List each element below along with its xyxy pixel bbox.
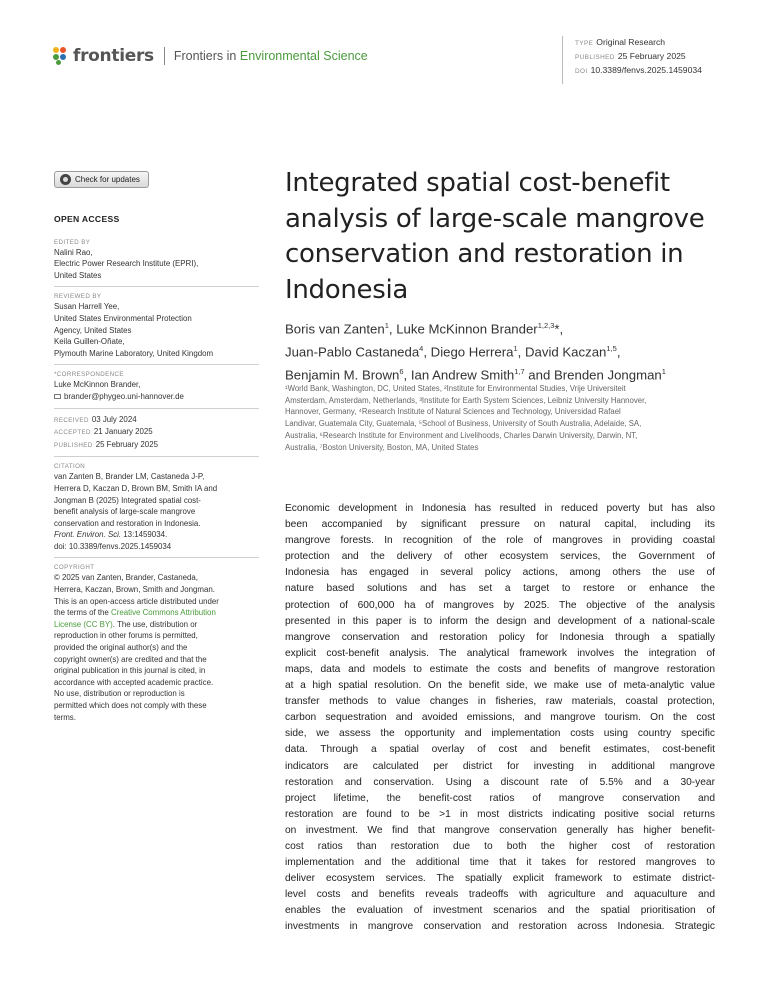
- article-type: Original Research: [596, 37, 666, 47]
- journal-header: [53, 46, 368, 66]
- correspondence-email[interactable]: brander@phygeo.uni-hannover.de: [54, 391, 259, 403]
- author-name[interactable]: , Diego Herrera: [423, 344, 514, 360]
- author-name[interactable]: , David Kaczan: [517, 344, 607, 360]
- frontiers-logo-icon: [53, 47, 69, 65]
- header-divider: [164, 47, 165, 65]
- citation-doi[interactable]: doi: 10.3389/fenvs.2025.1459034: [54, 541, 172, 551]
- envelope-icon: [54, 394, 61, 399]
- author-name[interactable]: and Brenden Jongman: [524, 367, 662, 383]
- author-name[interactable]: Benjamin M. Brown: [285, 367, 400, 383]
- article-meta: TYPE Original Research PUBLISHED 25 February 2025 DOI 10.3389/fenvs.2025.1459034: [562, 36, 702, 84]
- author-name[interactable]: Juan-Pablo Castaneda: [285, 344, 420, 360]
- abstract: Economic development in Indonesia has resulted in reduced poverty but has also been accompanied by significant pressure on natural capital, including its mangrove forests. In recognition of the role of mangroves in providing coastal protection and the delivery of other ecosystem services, the Government of Indonesia has engaged in several policy actions, among others the use of nature based solutions and has set a target to restore or enhance the protection of 600,000 ha of mangroves by 2025. The objective of the analysis presented in this paper is to inform the design and development of a national-scale mangrove conservation and restoration policy for Indonesia through a spatially explicit cost-benefit analysis. The analytical framework involves the integration of maps, data and models to estimate the costs and benefits of mangrove restoration at a high spatial resolution. On the benefit side, we make use of meta-analytic value transfer methods to value changes in fisheries, raw materials, coastal protection, carbon sequestration and avoided emissions, and mangrove tourism. On the cost side, we assess the opportunity and implementation costs using country specific data. Through a spatial overlay of cost and benefit estimates, cost-benefit indicators are calculated per district for investing in additional mangrove restoration and conservation. Using a discount rate of 5.5% and a 30-year project lifetime, the benefit-cost ratios of mangrove conservation and restoration are found to be >1 in most districts indicating positive social returns on investment. We find that mangrove conservation generally has higher benefit- cost ratios than restoration due to both the higher cost of restoration implementation and the additional time that it takes for restored mangroves to deliver ecosystem services. The spatially explicit framework to estimate district- level costs and benefits reveals tradeoffs with agriculture and aquaculture and enables the evaluation of investment scenarios and the spatial prioritisation of investments in mangrove conservation and restoration across Indonesia. Strategic: [285, 503, 715, 933]
- open-access-label: OPEN ACCESS: [54, 214, 120, 224]
- correspondence-section: *CORRESPONDENCE Luke McKinnon Brander, brander@phygeo.uni-hannover.de: [54, 370, 259, 408]
- article-title: Integrated spatial cost-benefit analysis of large-scale mangrove conservation and restoration in Indonesia: [285, 168, 705, 305]
- publish-date: 25 February 2025: [617, 51, 686, 61]
- dates-section: RECEIVED 03 July 2024 ACCEPTED 21 January 2025 PUBLISHED 25 February 2025: [54, 414, 259, 458]
- cc-license-link-2[interactable]: License (CC BY): [54, 619, 113, 629]
- copyright-section: COPYRIGHT © 2025 van Zanten, Brander, Castaneda, Herrera, Kaczan, Brown, Smith and Jongman. This is an open-access article distributed under the terms of the Creative Commons Attribution License (CC BY). The use, distribution or reproduction in other forums is permitted, provided the original author(s) and the copyright owner(s) are credited and that the original publication in this journal is cited, in accordance with accepted academic practice. No use, distribution or reproduction is permitted which does not comply with these terms.: [54, 564, 219, 722]
- author-name[interactable]: Boris van Zanten: [285, 321, 385, 337]
- article-info-sidebar: [54, 214, 259, 733]
- frontiers-wordmark[interactable]: frontiers: [73, 46, 154, 66]
- author-name[interactable]: , Ian Andrew Smith: [403, 367, 515, 383]
- check-for-updates-button[interactable]: Check for updates: [54, 171, 149, 188]
- check-updates-icon: [60, 174, 71, 185]
- doi-link[interactable]: 10.3389/fenvs.2025.1459034: [590, 65, 702, 75]
- journal-name[interactable]: Frontiers in Environmental Science: [173, 49, 368, 63]
- author-list: Boris van Zanten$^1$, Luke McKinnon Brander$^{1,2,3}$*, Juan-Pablo Castaneda$^4$, Diego Herrera$^1$, David Kaczan$^{1,5}$, Benjamin M. Brown$^6$, Ian Andrew Smith$^{1,7}$ and Brenden Jongman$^1$: [285, 321, 666, 383]
- reviewed-by-section: REVIEWED BY Susan Harrell Yee, United States Environmental Protection Agency, United States Keila Guillen-Oñate, Plymouth Marine Laboratory, United Kingdom: [54, 292, 259, 365]
- citation-section: CITATION van Zanten B, Brander LM, Castaneda J-P, Herrera D, Kaczan D, Brown BM, Smith IA and Jongman B (2025) Integrated spatial cost- benefit analysis of large-scale mangrove conservation and restoration in Indonesia. Front. Environ. Sci. 13:1459034. doi: 10.3389/fenvs.2025.1459034: [54, 462, 259, 558]
- edited-by-section: EDITED BY Nalini Rao, Electric Power Research Institute (EPRI), United States: [54, 238, 259, 288]
- author-name[interactable]: , Luke McKinnon Brander: [388, 321, 538, 337]
- cc-license-link[interactable]: Creative Commons Attribution: [111, 608, 216, 618]
- affiliations: ¹World Bank, Washington, DC, United States, ²Institute for Environmental Studies, Vrije Universiteit Amsterdam, Amsterdam, Netherlands, ³Institute for Earth System Sciences, Leibniz University Hannover, Hannover, Germany, ⁴Research Institute of Natural Sciences and Technology, Universidad Rafael Landivar, Guatemala City, Guatemala, ⁵School of Business, University of South Australia, Adelaide, SA, Australia, ⁶Research Institute for Environment and Livelihoods, Charles Darwin University, Darwin, NT, Australia, ⁷Boston University, Boston, MA, United States: [285, 384, 647, 452]
